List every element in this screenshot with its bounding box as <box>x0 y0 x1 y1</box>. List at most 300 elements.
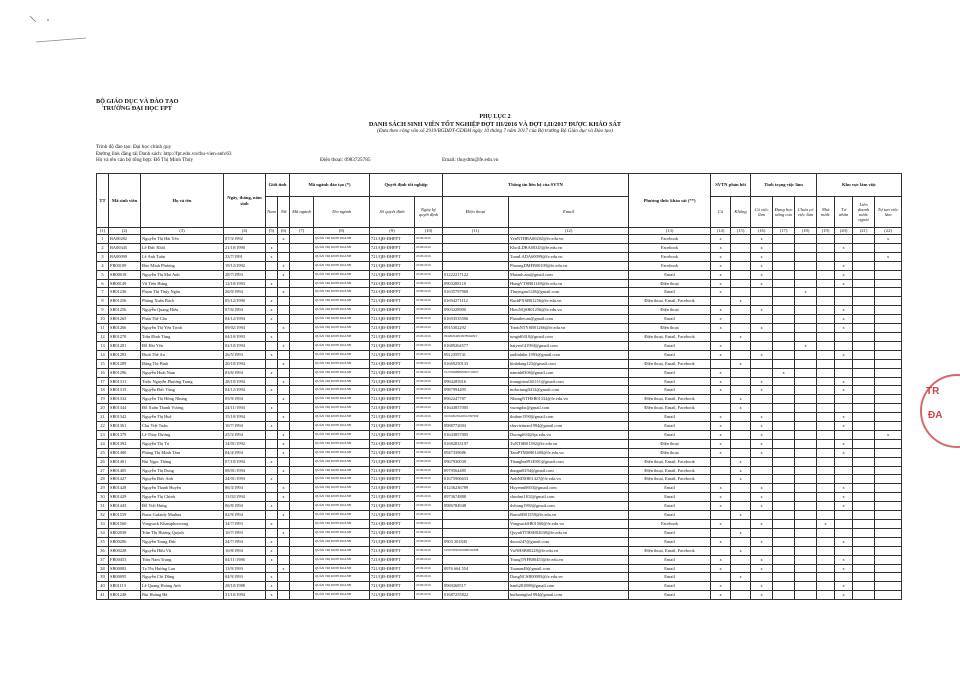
male-mark: x <box>266 582 278 591</box>
major-name: QUẢN TRỊ KINH DOANH <box>314 422 370 431</box>
female-mark: x <box>278 395 290 404</box>
email-address: thuhue1590@gmail.com <box>509 413 629 422</box>
phone-number: 0903 301845 <box>443 537 509 546</box>
student-name: Nguyễn Chí Dũng <box>141 573 224 582</box>
row-number: 5 <box>97 270 109 279</box>
table-row <box>97 457 902 466</box>
email-address: Duonglt94@fpt.edu.vn <box>509 430 629 439</box>
state-sector-mark <box>817 564 835 573</box>
th-contact-group: Thông tin liên hệ của SVTN <box>443 174 629 197</box>
student-name: Trần Thị Hương Quỳnh <box>141 528 224 537</box>
private-sector-mark <box>835 359 853 368</box>
self-employed-mark <box>875 404 902 413</box>
unemployed-mark <box>795 564 817 573</box>
phone-number: 01643857005 <box>443 430 509 439</box>
male-mark <box>266 484 278 493</box>
table-row <box>97 475 902 484</box>
joint-venture-mark <box>853 288 875 297</box>
column-number: (15) <box>731 228 751 235</box>
th-unemployed: Chưa có việc làm <box>795 197 817 228</box>
column-number: (13) <box>629 228 711 235</box>
decision-date: 25/09/2016 <box>415 546 443 555</box>
th-student-id: Mã sinh viên <box>109 174 141 228</box>
major-code <box>290 324 314 333</box>
female-mark: x <box>278 430 290 439</box>
major-name: QUẢN TRỊ KINH DOANH <box>314 457 370 466</box>
survey-method: Điện thoại <box>629 448 711 457</box>
row-number: 18 <box>97 386 109 395</box>
major-code <box>290 555 314 564</box>
response-yes <box>711 332 731 341</box>
student-id: SB01344 <box>109 404 141 413</box>
birth-date: 19/12/1992 <box>224 261 266 270</box>
birth-date: 23/7/1991 <box>224 252 266 261</box>
joint-venture-mark <box>853 377 875 386</box>
unemployed-mark <box>795 457 817 466</box>
employed-mark: x <box>751 582 773 591</box>
self-employed-mark <box>875 537 902 546</box>
employed-mark: x <box>751 493 773 502</box>
studying-mark <box>773 324 795 333</box>
major-code <box>290 582 314 591</box>
table-row <box>97 466 902 475</box>
self-employed-mark <box>875 502 902 511</box>
male-mark <box>266 324 278 333</box>
state-sector-mark <box>817 466 835 475</box>
student-id: SB01443 <box>109 502 141 511</box>
phone-number: 0984285916 <box>443 377 509 386</box>
joint-venture-mark <box>853 484 875 493</box>
appendix-label: PHỤ LỤC 2 <box>479 114 511 120</box>
unemployed-mark <box>795 413 817 422</box>
decision-date: 25/09/2016 <box>415 502 443 511</box>
self-employed-mark: x <box>875 252 902 261</box>
self-employed-mark <box>875 261 902 270</box>
table-row <box>97 377 902 386</box>
male-mark <box>266 235 278 244</box>
birth-date: 05/9/1994 <box>224 395 266 404</box>
male-mark <box>266 430 278 439</box>
male-mark: x <box>266 502 278 511</box>
studying-mark <box>773 448 795 457</box>
state-sector-mark <box>817 368 835 377</box>
joint-venture-mark <box>853 368 875 377</box>
male-mark: x <box>266 520 278 529</box>
male-mark: x <box>266 475 278 484</box>
student-id: SB01392 <box>109 439 141 448</box>
student-name: Nguyễn Thị Mai Anh <box>141 270 224 279</box>
decision-date: 25/09/2016 <box>415 350 443 359</box>
survey-method: Email <box>629 270 711 279</box>
female-mark <box>278 297 290 306</box>
private-sector-mark: x <box>835 324 853 333</box>
info-block <box>96 144 232 164</box>
unemployed-mark <box>795 359 817 368</box>
decision-number: 721/QĐ-ĐHFPT <box>370 350 415 359</box>
student-id: SB00228 <box>109 546 141 555</box>
student-id: FB00453 <box>109 555 141 564</box>
email-address: binhdang123@gmail.com <box>509 359 629 368</box>
employed-mark: x <box>751 377 773 386</box>
studying-mark <box>773 520 795 529</box>
row-number: 3 <box>97 252 109 261</box>
table-row <box>97 297 902 306</box>
stamp-text-right: ĐA <box>928 410 943 421</box>
birth-date: 04/4/1994 <box>224 448 266 457</box>
unemployed-mark <box>795 377 817 386</box>
table-row <box>97 546 902 555</box>
row-number: 32 <box>97 511 109 520</box>
employed-mark <box>751 475 773 484</box>
major-code <box>290 564 314 573</box>
row-number: 31 <box>97 502 109 511</box>
decision-date: 25/09/2016 <box>415 493 443 502</box>
female-mark <box>278 350 290 359</box>
decision-date: 25/09/2016 <box>415 324 443 333</box>
private-sector-mark: x <box>835 261 853 270</box>
private-sector-mark: x <box>835 279 853 288</box>
student-name: Nguyễn Quang Hiếu <box>141 306 224 315</box>
survey-method: Điện thoại, Email, Facebook <box>629 475 711 484</box>
student-id: SB01560 <box>109 520 141 529</box>
state-sector-mark <box>817 252 835 261</box>
unemployed-mark <box>795 430 817 439</box>
student-name: Nguyễn Thị Hải Yến <box>141 235 224 244</box>
response-yes <box>711 466 731 475</box>
birth-date: 14/01/1992 <box>224 439 266 448</box>
joint-venture-mark <box>853 466 875 475</box>
decision-number: 721/QĐ-ĐHFPT <box>370 493 415 502</box>
response-yes: x <box>711 252 731 261</box>
private-sector-mark <box>835 520 853 529</box>
row-number: 8 <box>97 297 109 306</box>
student-name: Nguyễn Đức Anh <box>141 475 224 484</box>
reporter-phone: Điện thoại: 0983725785 <box>320 157 371 163</box>
male-mark: x <box>266 457 278 466</box>
student-id: SB01256 <box>109 306 141 315</box>
survey-method: Email <box>629 573 711 582</box>
joint-venture-mark <box>853 502 875 511</box>
decision-date: 25/09/2016 <box>415 332 443 341</box>
private-sector-mark: x <box>835 350 853 359</box>
table-row <box>97 350 902 359</box>
survey-method: Email <box>629 502 711 511</box>
response-yes <box>711 359 731 368</box>
decision-date: 25/09/2016 <box>415 315 443 324</box>
decision-date: 25/09/2016 <box>415 341 443 350</box>
decision-number: 721/QĐ-ĐHFPT <box>370 439 415 448</box>
survey-method: Email <box>629 555 711 564</box>
female-mark <box>278 368 290 377</box>
studying-mark <box>773 564 795 573</box>
unemployed-mark <box>795 520 817 529</box>
issuer-header <box>96 98 178 112</box>
major-code <box>290 332 314 341</box>
studying-mark <box>773 493 795 502</box>
state-sector-mark <box>817 359 835 368</box>
state-sector-mark <box>817 235 835 244</box>
private-sector-mark <box>835 341 853 350</box>
table-row <box>97 288 902 297</box>
phone-number: 0912359741 <box>443 350 509 359</box>
survey-method: Email <box>629 484 711 493</box>
row-number: 21 <box>97 413 109 422</box>
column-number: (11) <box>443 228 509 235</box>
male-mark <box>266 448 278 457</box>
decision-date: 25/09/2016 <box>415 306 443 315</box>
phone-number: 0979564485 <box>443 466 509 475</box>
studying-mark <box>773 288 795 297</box>
table-row <box>97 324 902 333</box>
birth-date: 21/10/1990 <box>224 243 266 252</box>
major-name: QUẢN TRỊ KINH DOANH <box>314 279 370 288</box>
state-sector-mark <box>817 430 835 439</box>
major-code <box>290 457 314 466</box>
employed-mark: x <box>751 235 773 244</box>
self-employed-mark <box>875 395 902 404</box>
response-no <box>731 564 751 573</box>
major-name: QUẢN TRỊ KINH DOANH <box>314 502 370 511</box>
state-sector-mark <box>817 573 835 582</box>
unemployed-mark <box>795 422 817 431</box>
birth-date: 07/10/1994 <box>224 457 266 466</box>
column-number: (22) <box>875 228 902 235</box>
row-number: 28 <box>97 475 109 484</box>
decision-date: 25/09/2016 <box>415 484 443 493</box>
decision-date: 25/09/2016 <box>415 528 443 537</box>
response-no <box>731 252 751 261</box>
survey-method: Email <box>629 511 711 520</box>
response-no <box>731 537 751 546</box>
response-yes: x <box>711 235 731 244</box>
survey-method: Điện thoại <box>629 279 711 288</box>
major-code <box>290 520 314 529</box>
survey-method: Email <box>629 564 711 573</box>
major-code <box>290 511 314 520</box>
table-row <box>97 555 902 564</box>
female-mark <box>278 315 290 324</box>
row-number: 34 <box>97 528 109 537</box>
student-name: Nguyễn Thanh Huyền <box>141 484 224 493</box>
phone-number: 01675906633 <box>443 475 509 484</box>
major-code <box>290 422 314 431</box>
male-mark: x <box>266 368 278 377</box>
birth-date: 07/3/1992 <box>224 235 266 244</box>
major-code <box>290 404 314 413</box>
email-address: BariaSB01559@fe.edu.vn <box>509 511 629 520</box>
state-sector-mark <box>817 484 835 493</box>
th-major-group: Mã ngành đào tạo (*) <box>290 174 370 197</box>
student-name: Triệu Nguyễn Phương Trang <box>141 377 224 386</box>
student-name: Nguyễn Thị Chinh <box>141 493 224 502</box>
employed-mark: x <box>751 279 773 288</box>
phone-number: 0915302292 <box>443 324 509 333</box>
studying-mark <box>773 377 795 386</box>
studying-mark <box>773 395 795 404</box>
birth-date: 10/7/1993 <box>224 528 266 537</box>
employed-mark: x <box>751 537 773 546</box>
joint-venture-mark <box>853 511 875 520</box>
column-number: (14) <box>711 228 731 235</box>
title-subtitle: (Đưa theo công văn số 2919/BGDĐT-GDĐH ngày 10 tháng 7 năm 2017 của Bộ trưởng Bộ Giáo dục và Đào tạo) <box>377 128 613 134</box>
birth-date: 12/10/1993 <box>224 279 266 288</box>
major-code <box>290 502 314 511</box>
private-sector-mark <box>835 466 853 475</box>
table-row <box>97 511 902 520</box>
major-name: QUẢN TRỊ KINH DOANH <box>314 235 370 244</box>
unemployed-mark <box>795 537 817 546</box>
phone-number: 0903288118 <box>443 279 509 288</box>
employed-mark: x <box>751 520 773 529</box>
student-id: SB01296 <box>109 368 141 377</box>
row-number: 14 <box>97 350 109 359</box>
row-number: 10 <box>97 315 109 324</box>
state-sector-mark: x <box>817 520 835 529</box>
private-sector-mark <box>835 235 853 244</box>
birth-date: 28/7/1993 <box>224 270 266 279</box>
table-row <box>97 404 902 413</box>
self-employed-mark <box>875 377 902 386</box>
private-sector-mark: x <box>835 564 853 573</box>
employed-mark: x <box>751 484 773 493</box>
state-sector-mark <box>817 511 835 520</box>
state-sector-mark <box>817 306 835 315</box>
major-name: QUẢN TRỊ KINH DOANH <box>314 261 370 270</box>
female-mark <box>278 404 290 413</box>
response-no <box>731 306 751 315</box>
state-sector-mark <box>817 324 835 333</box>
th-name: Họ và tên <box>141 174 224 228</box>
survey-method: Điện thoại <box>629 324 711 333</box>
response-yes: x <box>711 502 731 511</box>
student-id: SB01248 <box>109 591 141 600</box>
major-name: QUẢN TRỊ KINH DOANH <box>314 288 370 297</box>
self-employed-mark <box>875 243 902 252</box>
row-number: 35 <box>97 537 109 546</box>
self-employed-mark <box>875 448 902 457</box>
unemployed-mark <box>795 306 817 315</box>
male-mark: x <box>266 243 278 252</box>
decision-number: 721/QĐ-ĐHFPT <box>370 413 415 422</box>
th-no: Không <box>731 197 751 228</box>
female-mark <box>278 573 290 582</box>
studying-mark <box>773 315 795 324</box>
private-sector-mark <box>835 297 853 306</box>
th-decision-group: Quyết định tốt nghiệp <box>370 174 443 197</box>
response-no: x <box>731 395 751 404</box>
major-name: QUẢN TRỊ KINH DOANH <box>314 297 370 306</box>
major-name: QUẢN TRỊ KINH DOANH <box>314 252 370 261</box>
female-mark <box>278 386 290 395</box>
major-code <box>290 493 314 502</box>
decision-number: 721/QĐ-ĐHFPT <box>370 235 415 244</box>
male-mark <box>266 466 278 475</box>
survey-method: Facebook <box>629 261 711 270</box>
student-id: SB02038 <box>109 528 141 537</box>
major-name: QUẢN TRỊ KINH DOANH <box>314 404 370 413</box>
birth-date: 02/9/1994 <box>224 511 266 520</box>
birth-date: 05/12/1990 <box>224 297 266 306</box>
joint-venture-mark <box>853 279 875 288</box>
self-employed-mark <box>875 422 902 431</box>
employed-mark: x <box>751 350 773 359</box>
student-name: Phùng Thị Minh Tâm <box>141 448 224 457</box>
decision-number: 721/QĐ-ĐHFPT <box>370 297 415 306</box>
decision-number: 721/QĐ-ĐHFPT <box>370 520 415 529</box>
unemployed-mark <box>795 546 817 555</box>
female-mark: x <box>278 261 290 270</box>
survey-method: Facebook <box>629 520 711 529</box>
column-number: (21) <box>853 228 875 235</box>
phone-number: 01643857005 <box>443 404 509 413</box>
student-name: Nguyễn Thị Dung <box>141 466 224 475</box>
table-row <box>97 537 902 546</box>
employed-mark <box>751 359 773 368</box>
employed-mark <box>751 404 773 413</box>
student-name: Trần Đình Tùng <box>141 332 224 341</box>
response-yes <box>711 528 731 537</box>
birth-date: 06/3/1994 <box>224 484 266 493</box>
phone-number <box>443 261 509 270</box>
joint-venture-mark <box>853 413 875 422</box>
phone-number: 01693535506 <box>443 315 509 324</box>
private-sector-mark: x <box>835 315 853 324</box>
private-sector-mark <box>835 395 853 404</box>
studying-mark <box>773 591 795 600</box>
table-row <box>97 341 902 350</box>
student-id: SB01400 <box>109 448 141 457</box>
student-id: SB00083 <box>109 564 141 573</box>
survey-method: Email <box>629 341 711 350</box>
major-code <box>290 448 314 457</box>
response-yes: x <box>711 413 731 422</box>
decision-date: 25/09/2016 <box>415 422 443 431</box>
th-decision-date: Ngày ký quyết định <box>415 197 443 228</box>
major-name: QUẢN TRỊ KINH DOANH <box>314 493 370 502</box>
decision-number: 721/QĐ-ĐHFPT <box>370 243 415 252</box>
table-row <box>97 270 902 279</box>
employed-mark <box>751 546 773 555</box>
employed-mark: x <box>751 324 773 333</box>
student-name: Baria Gulaidy Madina <box>141 511 224 520</box>
major-code <box>290 466 314 475</box>
decision-date: 25/09/2016 <box>415 404 443 413</box>
self-employed-mark: x <box>875 235 902 244</box>
major-name: QUẢN TRỊ KINH DOANH <box>314 537 370 546</box>
survey-method: Email <box>629 377 711 386</box>
unemployed-mark <box>795 368 817 377</box>
employed-mark <box>751 368 773 377</box>
phone-number: 0986784948 <box>443 502 509 511</box>
response-no <box>731 386 751 395</box>
row-number: 36 <box>97 546 109 555</box>
studying-mark <box>773 332 795 341</box>
self-employed-mark <box>875 439 902 448</box>
email-address: NhungNTHSB01332@fe.edu.vn <box>509 395 629 404</box>
male-mark: x <box>266 315 278 324</box>
email-address: dungnt8194@gmail.com <box>509 466 629 475</box>
survey-method: Email <box>629 493 711 502</box>
major-code <box>290 439 314 448</box>
student-id: BA00282 <box>109 235 141 244</box>
major-name: QUẢN TRỊ KINH DOANH <box>314 564 370 573</box>
decision-date: 25/09/2016 <box>415 252 443 261</box>
state-sector-mark <box>817 413 835 422</box>
column-number: (7) <box>290 228 314 235</box>
student-name: Đỗ Hải Yến <box>141 341 224 350</box>
unemployed-mark <box>795 324 817 333</box>
major-name: QUẢN TRỊ KINH DOANH <box>314 439 370 448</box>
